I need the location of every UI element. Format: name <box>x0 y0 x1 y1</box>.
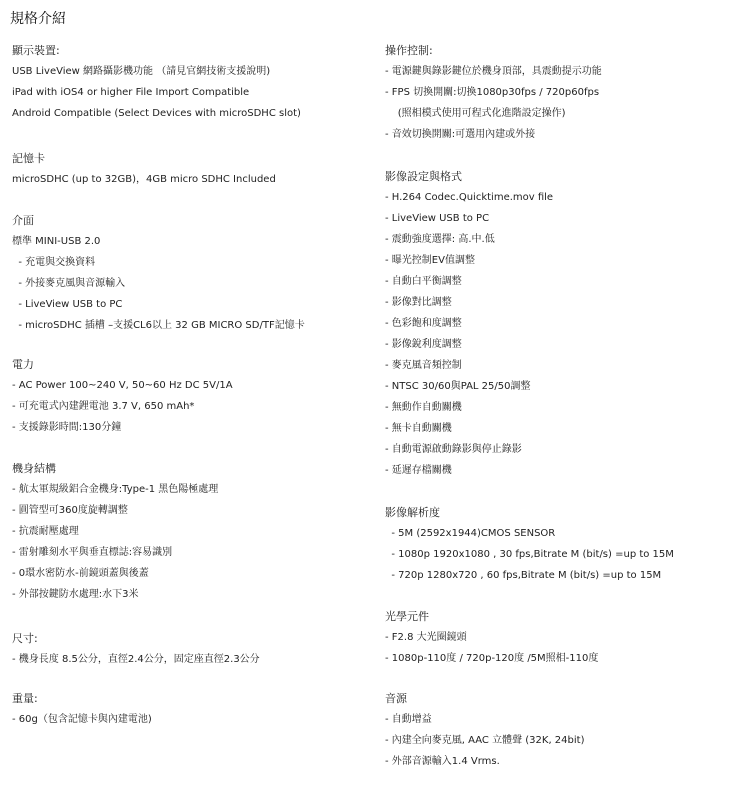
spec-line: - 圓管型可360度旋轉調整 <box>12 505 128 516</box>
spec-line: - 航太軍規級鋁合金機身:Type-1 黑色陽極處理 <box>12 484 219 495</box>
section-title: 影像解析度 <box>385 506 440 519</box>
section-title: 音源 <box>385 692 407 705</box>
section-title: 光學元件 <box>385 610 429 623</box>
spec-line: - 震動強度選擇: 高.中.低 <box>385 234 495 245</box>
section-title: 機身結構 <box>12 462 56 475</box>
spec-line: - 無卡自動關機 <box>385 423 452 434</box>
spec-line: - H.264 Codec.Quicktime.mov file <box>385 192 554 203</box>
spec-line: microSDHC (up to 32GB)，4GB micro SDHC Included <box>12 174 276 185</box>
section-title: 尺寸: <box>12 632 38 645</box>
right-section <box>385 40 745 145</box>
spec-line: - 無動作自動關機 <box>385 402 462 413</box>
left-section <box>12 148 372 190</box>
spec-line: - 影像對比調整 <box>385 297 452 308</box>
spec-line: - 自動電源啟動錄影與停止錄影 <box>385 444 522 455</box>
spec-line: - 0環水密防水-前鏡頭蓋與後蓋 <box>12 568 149 579</box>
section-title: 顯示裝置: <box>12 44 60 57</box>
section-title: 重量: <box>12 692 38 705</box>
spec-line: - LiveView USB to PC <box>12 299 123 310</box>
left-section <box>12 40 372 124</box>
spec-line: - 充電與交換資料 <box>12 257 96 268</box>
section-title: 電力 <box>12 358 34 371</box>
spec-line: Android Compatible (Select Devices with microSDHC slot) <box>12 108 301 119</box>
spec-line: - 影像銳利度調整 <box>385 339 462 350</box>
left-section <box>12 210 372 336</box>
spec-line: - 720p 1280x720 , 60 fps,Bitrate M (bit/s) =up to 15M <box>385 570 662 581</box>
spec-line: - 內建全向麥克風, AAC 立體聲 (32K, 24bit) <box>385 735 585 746</box>
spec-line: - 60g（包含記憶卡與內建電池) <box>12 714 152 725</box>
spec-line: - 支援錄影時間:130分鐘 <box>12 422 122 433</box>
spec-line: - 音效切換開關:可選用內建或外接 <box>385 129 536 140</box>
left-section <box>12 688 372 730</box>
spec-line: - NTSC 30/60與PAL 25/50調整 <box>385 381 531 392</box>
right-section <box>385 606 745 669</box>
spec-line: USB LiveView 網路攝影機功能 （請見官網技術支援說明) <box>12 66 271 77</box>
spec-line: - AC Power 100~240 V, 50~60 Hz DC 5V/1A <box>12 380 233 391</box>
spec-line: - 機身長度 8.5公分，直徑2.4公分，固定座直徑2.3公分 <box>12 654 260 665</box>
spec-line: - microSDHC 插槽 –支援CL6以上 32 GB MICRO SD/TF記憶卡 <box>12 320 305 331</box>
left-section <box>12 354 372 438</box>
section-title: 介面 <box>12 214 34 227</box>
spec-line: (照相模式使用可程式化進階設定操作) <box>385 108 566 119</box>
spec-line: - 自動增益 <box>385 714 432 725</box>
spec-line: - 自動白平衡調整 <box>385 276 462 287</box>
spec-line: - 延遲存檔關機 <box>385 465 452 476</box>
right-section <box>385 166 745 481</box>
section-title: 操作控制: <box>385 44 433 57</box>
spec-line: - 電源鍵與錄影鍵位於機身頂部，具震動提示功能 <box>385 66 602 77</box>
left-section <box>12 458 372 605</box>
spec-line: - 外部按鍵防水處理:水下3米 <box>12 589 139 600</box>
spec-line: - 外接麥克風與音源輸入 <box>12 278 126 289</box>
spec-line: - 外部音源輸入1.4 Vrms. <box>385 756 500 767</box>
spec-line: - 色彩飽和度調整 <box>385 318 462 329</box>
spec-line: iPad with iOS4 or higher File Import Compatible <box>12 87 250 98</box>
spec-line: - LiveView USB to PC <box>385 213 490 224</box>
spec-line: - FPS 切換開關:切換1080p30fps / 720p60fps <box>385 87 600 98</box>
section-title: 記憶卡 <box>12 152 45 165</box>
left-section <box>12 628 372 670</box>
spec-line: - 1080p-110度 / 720p-120度 /5M照相-110度 <box>385 653 599 664</box>
spec-line: - F2.8 大光圈鏡頭 <box>385 632 467 643</box>
right-section <box>385 688 745 772</box>
spec-line: - 雷射雕刻水平與垂直標誌:容易識別 <box>12 547 173 558</box>
spec-line: 標準 MINI-USB 2.0 <box>12 236 101 247</box>
section-title: 影像設定與格式 <box>385 170 462 183</box>
spec-line: - 5M (2592x1944)CMOS SENSOR <box>385 528 556 539</box>
spec-line: - 麥克風音頻控制 <box>385 360 462 371</box>
page-title: 規格介紹 <box>10 11 66 27</box>
spec-line: - 抗震耐壓處理 <box>12 526 79 537</box>
right-section <box>385 502 745 586</box>
spec-line: - 曝光控制EV值調整 <box>385 255 475 266</box>
spec-line: - 可充電式內建鋰電池 3.7 V, 650 mAh* <box>12 401 195 412</box>
spec-line: - 1080p 1920x1080 , 30 fps,Bitrate M (bit/s) =up to 15M <box>385 549 674 560</box>
